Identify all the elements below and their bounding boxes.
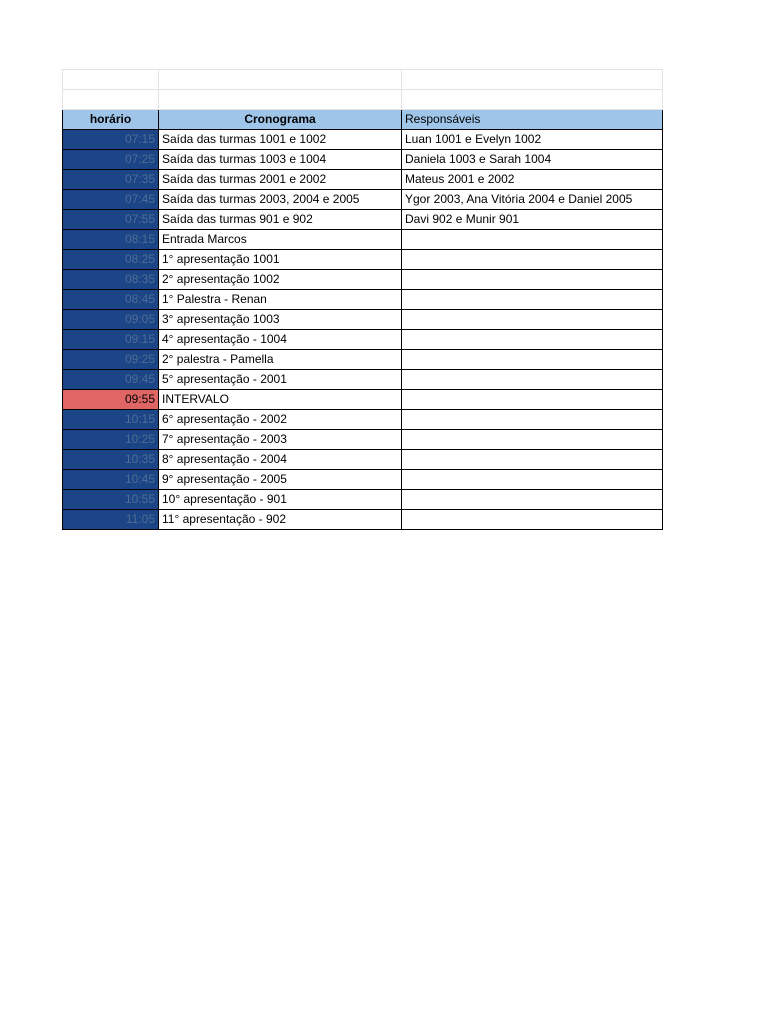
blank-cell <box>402 90 663 110</box>
schedule-row <box>63 350 663 370</box>
schedule-row <box>63 370 663 390</box>
activity-cell[interactable]: INTERVALO <box>159 390 402 410</box>
schedule-row <box>63 270 663 290</box>
time-cell[interactable]: 09:05 <box>63 310 159 330</box>
activity-cell[interactable]: 1° apresentação 1001 <box>159 250 402 270</box>
schedule-row <box>63 310 663 330</box>
responsible-cell[interactable] <box>402 430 663 450</box>
blank-cell <box>63 70 159 90</box>
activity-cell[interactable]: 8° apresentação - 2004 <box>159 450 402 470</box>
responsible-cell[interactable] <box>402 310 663 330</box>
blank-row <box>63 70 663 90</box>
responsible-cell[interactable]: Davi 902 e Munir 901 <box>402 210 663 230</box>
header-cronograma: Cronograma <box>159 110 402 130</box>
time-cell[interactable]: 09:15 <box>63 330 159 350</box>
schedule-table-body <box>63 70 663 530</box>
blank-row <box>63 90 663 110</box>
activity-cell[interactable]: 1° Palestra - Renan <box>159 290 402 310</box>
schedule-table <box>62 69 663 530</box>
activity-cell[interactable]: 3° apresentação 1003 <box>159 310 402 330</box>
responsible-cell[interactable] <box>402 350 663 370</box>
schedule-row <box>63 490 663 510</box>
responsible-cell[interactable] <box>402 230 663 250</box>
schedule-row <box>63 390 663 410</box>
time-cell[interactable]: 09:45 <box>63 370 159 390</box>
activity-cell[interactable]: 4° apresentação - 1004 <box>159 330 402 350</box>
activity-cell[interactable]: 2° apresentação 1002 <box>159 270 402 290</box>
schedule-row <box>63 150 663 170</box>
activity-cell[interactable]: Saída das turmas 2003, 2004 e 2005 <box>159 190 402 210</box>
activity-cell[interactable]: Saída das turmas 1003 e 1004 <box>159 150 402 170</box>
blank-cell <box>63 90 159 110</box>
time-cell[interactable]: 07:15 <box>63 130 159 150</box>
responsible-cell[interactable]: Daniela 1003 e Sarah 1004 <box>402 150 663 170</box>
blank-cell <box>159 90 402 110</box>
schedule-row <box>63 410 663 430</box>
responsible-cell[interactable] <box>402 370 663 390</box>
blank-cell <box>402 70 663 90</box>
activity-cell[interactable]: 5° apresentação - 2001 <box>159 370 402 390</box>
activity-cell[interactable]: Entrada Marcos <box>159 230 402 250</box>
schedule-row <box>63 190 663 210</box>
schedule-row <box>63 230 663 250</box>
time-cell[interactable]: 10:25 <box>63 430 159 450</box>
schedule-row <box>63 470 663 490</box>
time-cell[interactable]: 10:45 <box>63 470 159 490</box>
time-cell[interactable]: 07:25 <box>63 150 159 170</box>
header-horario: horário <box>63 110 159 130</box>
schedule-row <box>63 430 663 450</box>
activity-cell[interactable]: Saída das turmas 901 e 902 <box>159 210 402 230</box>
schedule-row <box>63 510 663 530</box>
activity-cell[interactable]: 6° apresentação - 2002 <box>159 410 402 430</box>
time-cell[interactable]: 07:35 <box>63 170 159 190</box>
responsible-cell[interactable]: Luan 1001 e Evelyn 1002 <box>402 130 663 150</box>
responsible-cell[interactable] <box>402 390 663 410</box>
responsible-cell[interactable] <box>402 470 663 490</box>
time-cell[interactable]: 08:25 <box>63 250 159 270</box>
responsible-cell[interactable]: Ygor 2003, Ana Vitória 2004 e Daniel 2005 <box>402 190 663 210</box>
activity-cell[interactable]: 10° apresentação - 901 <box>159 490 402 510</box>
header-row <box>63 110 663 130</box>
time-cell[interactable]: 08:45 <box>63 290 159 310</box>
responsible-cell[interactable] <box>402 490 663 510</box>
responsible-cell[interactable] <box>402 330 663 350</box>
time-cell[interactable]: 10:15 <box>63 410 159 430</box>
schedule-sheet <box>62 69 662 530</box>
responsible-cell[interactable] <box>402 250 663 270</box>
time-cell[interactable]: 10:35 <box>63 450 159 470</box>
time-cell[interactable]: 07:45 <box>63 190 159 210</box>
header-responsaveis: Responsáveis <box>402 110 663 130</box>
activity-cell[interactable]: 9° apresentação - 2005 <box>159 470 402 490</box>
time-cell[interactable]: 10:55 <box>63 490 159 510</box>
responsible-cell[interactable] <box>402 510 663 530</box>
schedule-row <box>63 290 663 310</box>
schedule-row <box>63 210 663 230</box>
time-cell[interactable]: 11:05 <box>63 510 159 530</box>
responsible-cell[interactable] <box>402 450 663 470</box>
time-cell[interactable]: 08:15 <box>63 230 159 250</box>
activity-cell[interactable]: 7° apresentação - 2003 <box>159 430 402 450</box>
time-cell[interactable]: 09:25 <box>63 350 159 370</box>
schedule-row <box>63 130 663 150</box>
activity-cell[interactable]: 2° palestra - Pamella <box>159 350 402 370</box>
responsible-cell[interactable] <box>402 410 663 430</box>
schedule-row <box>63 450 663 470</box>
activity-cell[interactable]: 11° apresentação - 902 <box>159 510 402 530</box>
responsible-cell[interactable]: Mateus 2001 e 2002 <box>402 170 663 190</box>
blank-cell <box>159 70 402 90</box>
schedule-row <box>63 250 663 270</box>
activity-cell[interactable]: Saída das turmas 1001 e 1002 <box>159 130 402 150</box>
schedule-row <box>63 170 663 190</box>
responsible-cell[interactable] <box>402 270 663 290</box>
time-cell[interactable]: 07:55 <box>63 210 159 230</box>
time-cell[interactable]: 08:35 <box>63 270 159 290</box>
schedule-row <box>63 330 663 350</box>
responsible-cell[interactable] <box>402 290 663 310</box>
time-cell[interactable]: 09:55 <box>63 390 159 410</box>
activity-cell[interactable]: Saída das turmas 2001 e 2002 <box>159 170 402 190</box>
